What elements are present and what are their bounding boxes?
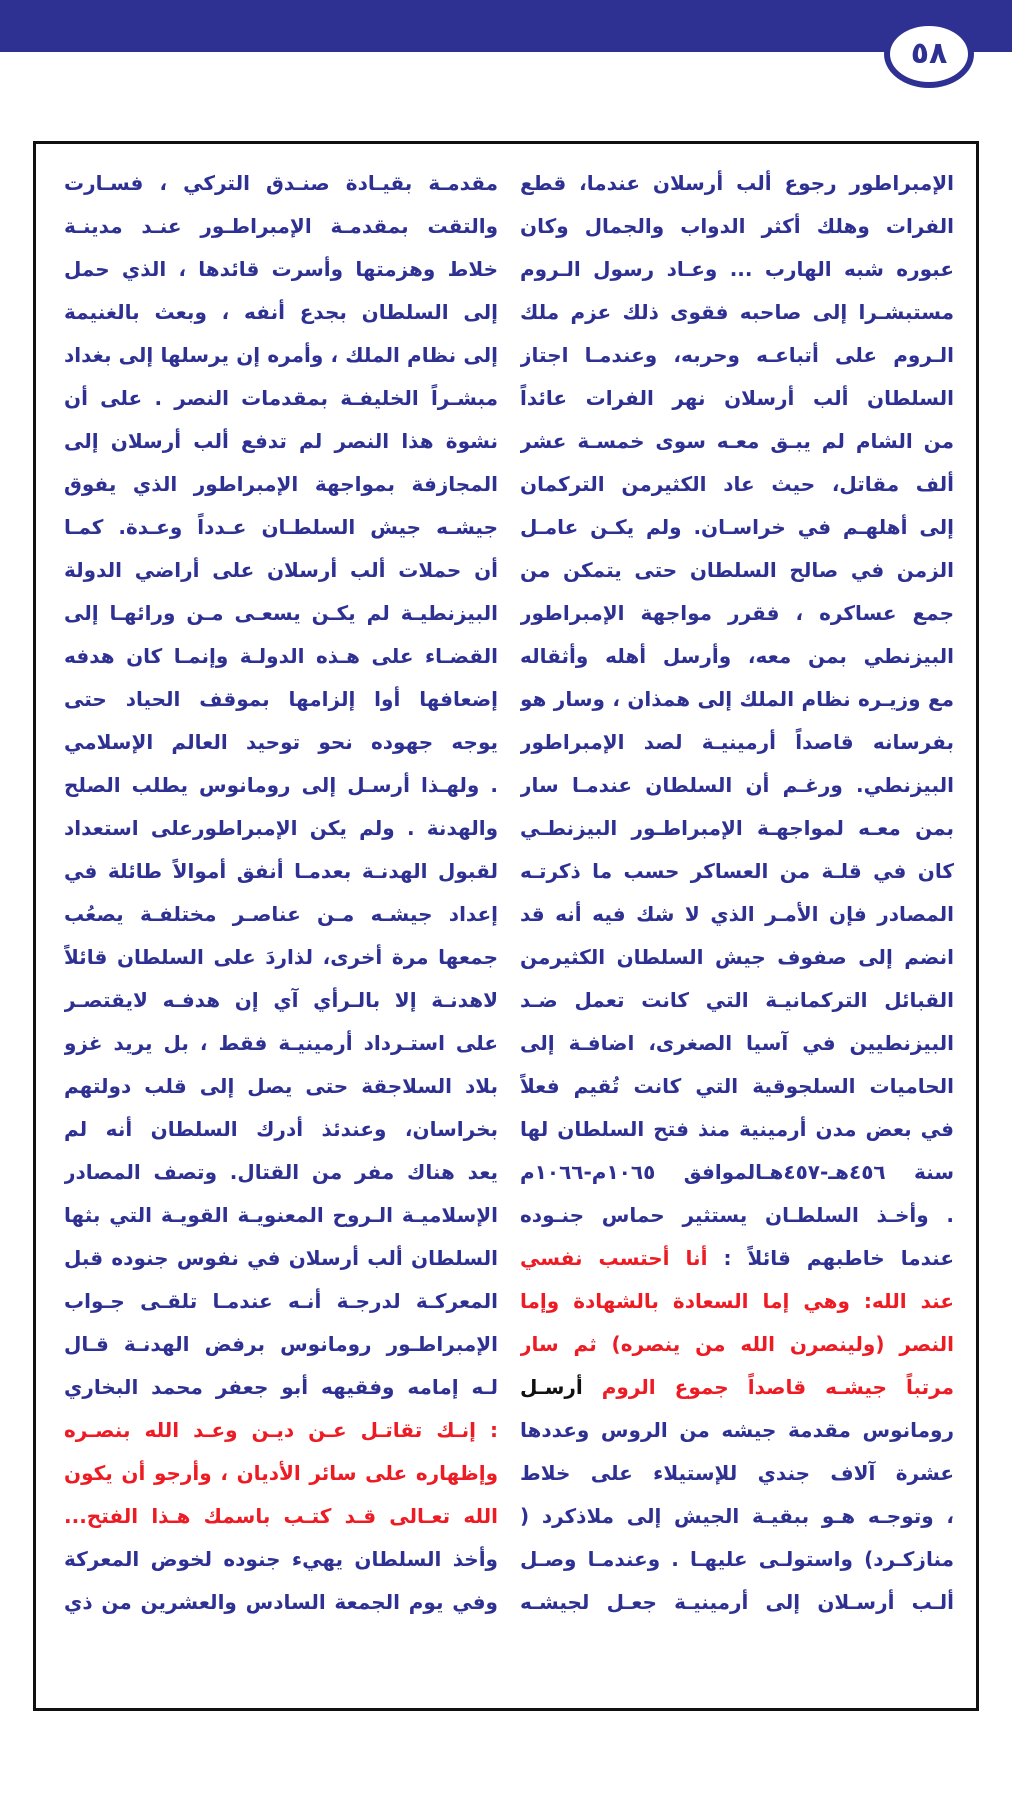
text-line: وفي يوم الجمعة السادس والعشرين من ذي [64,1590,498,1614]
text-line: منازكـرد) واستولـى عليهـا . وعندمـا وصـل [520,1547,954,1571]
text-line: السلطان ألب أرسلان في نفوس جنوده قبل [64,1246,498,1270]
text-line: والتقت بمقدمـة الإمبراطـور عنـد مدينـة [64,214,498,238]
quote-line: الله تعـالى قـد كتـب باسمك هـذا الفتح... [64,1504,498,1528]
text-line: إلى السلطان بجدع أنفه ، وبعث بالغنيمة [64,300,498,324]
text-fragment: عندما خاطبهم قائلاً : [707,1246,954,1270]
quote-line: وإظهاره على سائر الأديان ، وأرجو أن يكون [64,1461,498,1485]
text-line: الزمن في صالح السلطان حتى يتمكن من [520,558,954,582]
text-line: البيزنطي بمن معه، وأرسل أهله وأثقاله [520,644,954,668]
text-line: الحاميات السلجوقية التي كانت تُقيم فعلاً [520,1074,954,1098]
text-line: وأخذ السلطان يهيء جنوده لخوض المعركة [64,1547,498,1571]
text-line: الـروم على أتباعـه وحربه، وعندمـا اجتاز [520,343,954,367]
text-line: بفرسانه قاصداً أرمينيـة لصد الإمبراطور [520,730,954,754]
header-bar [0,0,1012,52]
text-line: إلى نظام الملك ، وأمره إن يرسلها إلى بغداد [64,343,498,367]
text-line: عشرة آلاف جندي للإستيلاء على خلاط [520,1461,954,1485]
text-line: إلى أهلهـم في خراسـان. ولم يكـن عامـل [520,515,954,539]
text-line: والهدنة . ولم يكن الإمبراطورعلى استعداد [64,816,498,840]
text-line: ، وتوجـه هـو ببقيـة الجيش إلى ملاذكرد ( [520,1504,954,1528]
text-line [520,1237,954,1280]
text-line: رومانوس مقدمة جيشه من الروس وعددها [520,1418,954,1442]
text-line: أن حملات ألب أرسلان على أراضي الدولة [64,558,498,582]
quote-line: النصر (ولينصرن الله من ينصره) ثم سار [520,1332,954,1356]
text-line: إضعافها أوا إلزامها بموقف الحياد حتى [64,687,498,711]
text-line: بخراسان، وعندئذ أدرك السلطان أنه لم [64,1117,498,1141]
text-line: جيشـه جيش السلطـان عـدداً وعـدة. كمـا [64,515,498,539]
quote-fragment: مرتباً جيشـه قاصداً جموع الروم [582,1375,954,1399]
text-line: مستبشـرا إلى صاحبه فقوى ذلك عزم ملك [520,300,954,324]
text-line: كان في قلـة من العساكر حسب ما ذكرتـه [520,859,954,883]
text-line: المجازفة بمواجهة الإمبراطور الذي يفوق [64,472,498,496]
text-line: القضـاء على هـذه الدولـة وإنمـا كان هدفه [64,644,498,668]
text-line: المصادر فإن الأمـر الذي لا شك فيه أنه قد [520,902,954,926]
text-line: مع وزيـره نظام الملك إلى همذان ، وسار هو [520,687,954,711]
text-line: البيزنطيين في آسيا الصغرى، اضافـة إلى [520,1031,954,1055]
text-line: . ولهـذا أرسـل إلى رومانوس يطلب الصلح [64,773,498,797]
text-line: ألـب أرسـلان إلى أرمينيـة جعـل لجيشـه [520,1590,954,1614]
text-line: مبشـراً الخليفـة بمقدمات النصر . على أن [64,386,498,410]
text-line: على استـرداد أرمينيـة فقط ، بل يريد غزو [64,1031,498,1055]
text-line: البيزنطيـة لم يكـن يسعـى مـن ورائهـا إلى [64,601,498,625]
text-line: يوجه جهوده نحو توحيد العالم الإسلامي [64,730,498,754]
text-line: الفرات وهلك أكثر الدواب والجمال وكان [520,214,954,238]
text-line: . وأخـذ السلطـان يستثير حماس جنـوده [520,1203,954,1227]
emphasis-fragment: أرسـل [520,1375,583,1399]
text-line: المعركـة لدرجـة أنـه عندمـا تلقـى جـواب [64,1289,498,1313]
text-line: لقبول الهدنـة بعدمـا أنفق أموالاً طائلة في [64,859,498,883]
text-line: بمن معـه لمواجهـة الإمبراطـور البيزنطـي [520,816,954,840]
text-line: انضم إلى صفوف جيش السلطان الكثيرمن [520,945,954,969]
text-line: الإمبراطـور رومانوس برفض الهدنـة قـال [64,1332,498,1356]
text-line: لـه إمامه وفقيهه أبو جعفر محمد البخاري [64,1375,498,1399]
text-line: القبائل التركمانيـة التي كانت تعمل ضـد [520,988,954,1012]
text-line: السلطان ألب أرسلان نهر الفرات عائداً [520,386,954,410]
right-column [520,162,954,1624]
quote-fragment: أنا أحتسب نفسي [520,1246,708,1270]
text-line: عبوره شبه الهارب ... وعـاد رسول الـروم [520,257,954,281]
text-line: الإسلاميـة الـروح المعنويـة القويـة التي بثها [64,1203,498,1227]
text-frame [33,141,979,1711]
text-line: لاهدنـة إلا بالـرأي آي إن هدفـه لايقتصـر [64,988,498,1012]
page-number-badge [884,20,974,88]
text-line: سنة ٤٥٦هـ-٤٥٧هـالموافق ١٠٦٥م-١٠٦٦م [520,1160,954,1184]
text-line: نشوة هذا النصر لم تدفع ألب أرسلان إلى [64,429,498,453]
text-line: إعداد جيشـه مـن عناصـر مختلفـة يصعُب [64,902,498,926]
left-column [64,162,498,1624]
text-line: مقدمـة بقيـادة صنـدق التركي ، فسـارت [64,171,498,195]
text-line: جمعها مرة أخرى، لذاردَ على السلطان قائلاً [64,945,498,969]
quote-line: : إنـك تقاتـل عـن ديـن وعـد الله بنصـره [64,1418,498,1442]
text-line [520,1366,954,1409]
text-line: خلاط وهزمتها وأسرت قائدها ، الذي حمل [64,257,498,281]
text-line: جمع عساكره ، فقرر مواجهة الإمبراطور [520,601,954,625]
page-number: ٥٨ [910,36,948,71]
text-line: بلاد السلاجقة حتى يصل إلى قلب دولتهم [64,1074,498,1098]
text-line: الإمبراطور رجوع ألب أرسلان عندما، قطع [520,171,954,195]
quote-line: عند الله: وهي إما السعادة بالشهادة وإما [520,1289,954,1313]
text-line: ألف مقاتل، حيث عاد الكثيرمن التركمان [520,472,954,496]
text-line: يعد هناك مفر من القتال. وتصف المصادر [64,1160,498,1184]
text-line: من الشام لم يبـق معـه سوى خمسـة عشر [520,429,954,453]
text-line: في بعض مدن أرمينية منذ فتح السلطان لها [520,1117,954,1141]
text-line: البيزنطي. ورغـم أن السلطان عندمـا سار [520,773,954,797]
